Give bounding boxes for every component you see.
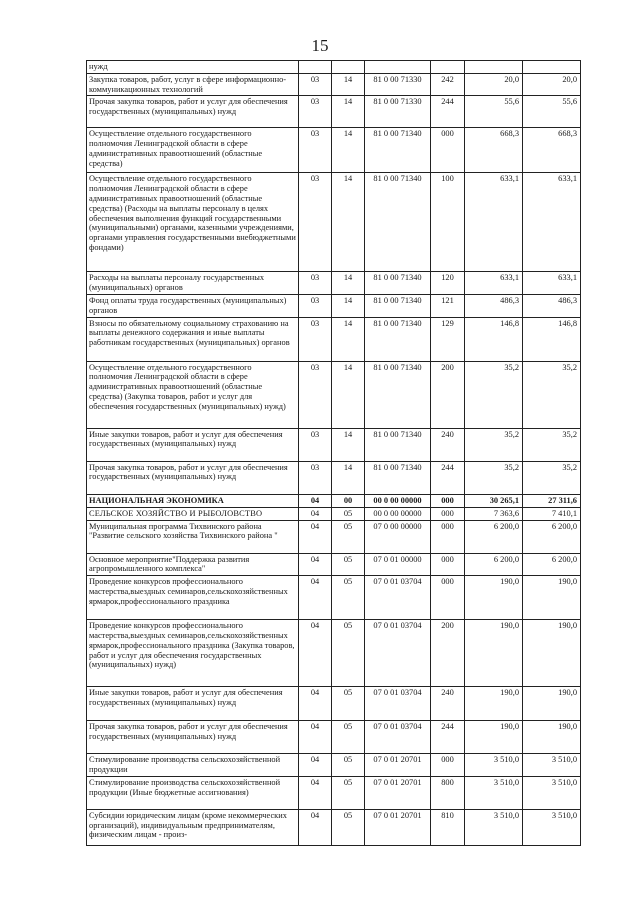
- target-article-code: 81 0 00 71330: [365, 73, 431, 96]
- section-code: 04: [299, 620, 332, 687]
- subsection-code: 05: [332, 620, 365, 687]
- expense-type-code: [431, 61, 465, 74]
- table-row: [87, 494, 581, 507]
- subsection-code: 05: [332, 507, 365, 520]
- amount-year-2: 190,0: [523, 620, 581, 687]
- target-article-code: 81 0 00 71330: [365, 96, 431, 128]
- amount-year-2: 486,3: [523, 294, 581, 317]
- table-row: [87, 754, 581, 777]
- section-code: 04: [299, 754, 332, 777]
- expense-type-code: 240: [431, 428, 465, 461]
- amount-year-1: 6 200,0: [465, 553, 523, 576]
- target-article-code: 07 0 01 20701: [365, 776, 431, 809]
- subsection-code: 14: [332, 294, 365, 317]
- row-name: Основное мероприятие"Поддержка развития агропромышленного комплекса": [87, 553, 299, 576]
- target-article-code: 07 0 01 20701: [365, 809, 431, 845]
- section-code: 03: [299, 128, 332, 173]
- section-code: 03: [299, 272, 332, 295]
- subsection-code: 14: [332, 73, 365, 96]
- amount-year-1: 30 265,1: [465, 494, 523, 507]
- section-code: [299, 61, 332, 74]
- amount-year-1: 3 510,0: [465, 754, 523, 777]
- amount-year-2: 35,2: [523, 428, 581, 461]
- amount-year-1: 486,3: [465, 294, 523, 317]
- table-row: [87, 776, 581, 809]
- table-row: [87, 96, 581, 128]
- amount-year-2: 35,2: [523, 461, 581, 494]
- target-article-code: 00 0 00 00000: [365, 507, 431, 520]
- section-code: 03: [299, 173, 332, 272]
- table-row: [87, 73, 581, 96]
- row-name: Муниципальная программа Тихвинского района "Развитие сельского хозяйства Тихвинского района ": [87, 520, 299, 553]
- table-row: [87, 620, 581, 687]
- amount-year-1: 668,3: [465, 128, 523, 173]
- row-name: Осуществление отдельного государственного полномочия Ленинградской области в сфере административных правоотношений (областные средства): [87, 128, 299, 173]
- subsection-code: 14: [332, 128, 365, 173]
- expense-type-code: 244: [431, 721, 465, 754]
- subsection-code: 05: [332, 576, 365, 620]
- row-name: Осуществление отдельного государственного полномочия Ленинградской области в сфере административных правоотношений (областные средства) (Расходы на выплаты персоналу в целях обеспечения выполнения функций государственными (муниципальными) органами, казенными учреждениями, органами управления государственными внебюджетными фондами): [87, 173, 299, 272]
- target-article-code: 07 0 00 00000: [365, 520, 431, 553]
- row-name: Фонд оплаты труда государственных (муниципальных) органов: [87, 294, 299, 317]
- page-number: 15: [311, 36, 329, 55]
- amount-year-2: [523, 61, 581, 74]
- row-name: Проведение конкурсов профессионального мастерства,выездных семинаров,сельскохозяйственных ярмарок,профессионального праздника: [87, 576, 299, 620]
- row-name: НАЦИОНАЛЬНАЯ ЭКОНОМИКА: [87, 494, 299, 507]
- amount-year-1: 35,2: [465, 461, 523, 494]
- budget-table: [86, 60, 581, 846]
- amount-year-1: 3 510,0: [465, 776, 523, 809]
- table-row: [87, 520, 581, 553]
- expense-type-code: 242: [431, 73, 465, 96]
- expense-type-code: 800: [431, 776, 465, 809]
- section-code: 03: [299, 428, 332, 461]
- target-article-code: 81 0 00 71340: [365, 317, 431, 361]
- row-name: Стимулирование производства сельскохозяйственной продукции: [87, 754, 299, 777]
- row-name: Осуществление отдельного государственного полномочия Ленинградской области в сфере административных правоотношений (областные средства) (Закупка товаров, работ и услуг для обеспечения государственных (муниципальных) нужд): [87, 361, 299, 428]
- amount-year-2: 20,0: [523, 73, 581, 96]
- row-name: Иные закупки товаров, работ и услуг для обеспечения государственных (муниципальных) нужд: [87, 428, 299, 461]
- amount-year-2: 633,1: [523, 272, 581, 295]
- table-row: [87, 576, 581, 620]
- target-article-code: 81 0 00 71340: [365, 428, 431, 461]
- amount-year-2: 35,2: [523, 361, 581, 428]
- table-row: [87, 361, 581, 428]
- amount-year-1: 7 363,6: [465, 507, 523, 520]
- amount-year-1: 146,8: [465, 317, 523, 361]
- target-article-code: 81 0 00 71340: [365, 294, 431, 317]
- table-row: [87, 687, 581, 721]
- amount-year-1: 190,0: [465, 620, 523, 687]
- target-article-code: 07 0 01 03704: [365, 687, 431, 721]
- expense-type-code: 120: [431, 272, 465, 295]
- amount-year-1: 633,1: [465, 173, 523, 272]
- amount-year-2: 55,6: [523, 96, 581, 128]
- subsection-code: 05: [332, 754, 365, 777]
- amount-year-2: 190,0: [523, 721, 581, 754]
- amount-year-2: 6 200,0: [523, 553, 581, 576]
- amount-year-2: 668,3: [523, 128, 581, 173]
- amount-year-2: 146,8: [523, 317, 581, 361]
- section-code: 04: [299, 776, 332, 809]
- target-article-code: 07 0 01 03704: [365, 576, 431, 620]
- row-name: Иные закупки товаров, работ и услуг для обеспечения государственных (муниципальных) нужд: [87, 687, 299, 721]
- row-name: Закупка товаров, работ, услуг в сфере информационно-коммуникационных технологий: [87, 73, 299, 96]
- expense-type-code: 810: [431, 809, 465, 845]
- table-row: [87, 507, 581, 520]
- row-name: Взносы по обязательному социальному страхованию на выплаты денежного содержания и иные выплаты работникам государственных (муниципальных) органов: [87, 317, 299, 361]
- amount-year-1: 633,1: [465, 272, 523, 295]
- target-article-code: [365, 61, 431, 74]
- row-name: нужд: [87, 61, 299, 74]
- section-code: 03: [299, 361, 332, 428]
- target-article-code: 07 0 01 03704: [365, 721, 431, 754]
- target-article-code: 81 0 00 71340: [365, 272, 431, 295]
- section-code: 04: [299, 721, 332, 754]
- section-code: 03: [299, 461, 332, 494]
- expense-type-code: 200: [431, 361, 465, 428]
- expense-type-code: 129: [431, 317, 465, 361]
- subsection-code: 14: [332, 272, 365, 295]
- amount-year-1: 35,2: [465, 361, 523, 428]
- amount-year-1: [465, 61, 523, 74]
- subsection-code: 05: [332, 776, 365, 809]
- subsection-code: 05: [332, 520, 365, 553]
- subsection-code: 14: [332, 361, 365, 428]
- expense-type-code: 100: [431, 173, 465, 272]
- amount-year-1: 35,2: [465, 428, 523, 461]
- expense-type-code: 240: [431, 687, 465, 721]
- row-name: Субсидии юридическим лицам (кроме некоммерческих организаций), индивидуальным предпринимателям, физическим лицам - произ-: [87, 809, 299, 845]
- subsection-code: 14: [332, 317, 365, 361]
- target-article-code: 81 0 00 71340: [365, 461, 431, 494]
- table-row: [87, 317, 581, 361]
- section-code: 04: [299, 809, 332, 845]
- expense-type-code: 121: [431, 294, 465, 317]
- expense-type-code: 000: [431, 128, 465, 173]
- section-code: 04: [299, 576, 332, 620]
- amount-year-1: 190,0: [465, 721, 523, 754]
- table-row: [87, 721, 581, 754]
- amount-year-1: 55,6: [465, 96, 523, 128]
- expense-type-code: 000: [431, 494, 465, 507]
- amount-year-2: 633,1: [523, 173, 581, 272]
- expense-type-code: 000: [431, 507, 465, 520]
- expense-type-code: 000: [431, 553, 465, 576]
- row-name: Прочая закупка товаров, работ и услуг для обеспечения государственных (муниципальных) нужд: [87, 96, 299, 128]
- subsection-code: 14: [332, 173, 365, 272]
- section-code: 03: [299, 73, 332, 96]
- subsection-code: 05: [332, 809, 365, 845]
- row-name: СЕЛЬСКОЕ ХОЗЯЙСТВО И РЫБОЛОВСТВО: [87, 507, 299, 520]
- amount-year-2: 3 510,0: [523, 754, 581, 777]
- amount-year-2: 190,0: [523, 687, 581, 721]
- amount-year-2: 27 311,6: [523, 494, 581, 507]
- expense-type-code: 000: [431, 576, 465, 620]
- amount-year-2: 6 200,0: [523, 520, 581, 553]
- target-article-code: 07 0 01 00000: [365, 553, 431, 576]
- amount-year-2: 190,0: [523, 576, 581, 620]
- subsection-code: 05: [332, 553, 365, 576]
- section-code: 04: [299, 494, 332, 507]
- amount-year-1: 190,0: [465, 576, 523, 620]
- table-row: [87, 809, 581, 845]
- expense-type-code: 244: [431, 96, 465, 128]
- table-row: [87, 272, 581, 295]
- row-name: Прочая закупка товаров, работ и услуг для обеспечения государственных (муниципальных) нужд: [87, 721, 299, 754]
- section-code: 04: [299, 520, 332, 553]
- subsection-code: 05: [332, 687, 365, 721]
- subsection-code: [332, 61, 365, 74]
- amount-year-1: 190,0: [465, 687, 523, 721]
- subsection-code: 14: [332, 96, 365, 128]
- section-code: 03: [299, 96, 332, 128]
- row-name: Расходы на выплаты персоналу государственных (муниципальных) органов: [87, 272, 299, 295]
- table-row: [87, 128, 581, 173]
- target-article-code: 07 0 01 03704: [365, 620, 431, 687]
- target-article-code: 07 0 01 20701: [365, 754, 431, 777]
- amount-year-2: 7 410,1: [523, 507, 581, 520]
- table-row: [87, 553, 581, 576]
- target-article-code: 81 0 00 71340: [365, 128, 431, 173]
- subsection-code: 05: [332, 721, 365, 754]
- section-code: 04: [299, 687, 332, 721]
- amount-year-1: 20,0: [465, 73, 523, 96]
- section-code: 04: [299, 553, 332, 576]
- table-row: [87, 173, 581, 272]
- table-row: [87, 461, 581, 494]
- row-name: Прочая закупка товаров, работ и услуг для обеспечения государственных (муниципальных) нужд: [87, 461, 299, 494]
- amount-year-1: 6 200,0: [465, 520, 523, 553]
- row-name: Стимулирование производства сельскохозяйственной продукции (Иные бюджетные ассигнования): [87, 776, 299, 809]
- subsection-code: 00: [332, 494, 365, 507]
- row-name: Проведение конкурсов профессионального мастерства,выездных семинаров,сельскохозяйственных ярмарок,профессионального праздника (Закупка товаров, работ и услуг для обеспечения государственных (муниципальных) нужд): [87, 620, 299, 687]
- expense-type-code: 244: [431, 461, 465, 494]
- amount-year-2: 3 510,0: [523, 776, 581, 809]
- expense-type-code: 000: [431, 754, 465, 777]
- amount-year-1: 3 510,0: [465, 809, 523, 845]
- subsection-code: 14: [332, 461, 365, 494]
- target-article-code: 81 0 00 71340: [365, 361, 431, 428]
- section-code: 03: [299, 317, 332, 361]
- subsection-code: 14: [332, 428, 365, 461]
- target-article-code: 81 0 00 71340: [365, 173, 431, 272]
- expense-type-code: 200: [431, 620, 465, 687]
- table-row: [87, 294, 581, 317]
- expense-type-code: 000: [431, 520, 465, 553]
- target-article-code: 00 0 00 00000: [365, 494, 431, 507]
- section-code: 03: [299, 294, 332, 317]
- amount-year-2: 3 510,0: [523, 809, 581, 845]
- table-row: [87, 61, 581, 74]
- section-code: 04: [299, 507, 332, 520]
- table-row: [87, 428, 581, 461]
